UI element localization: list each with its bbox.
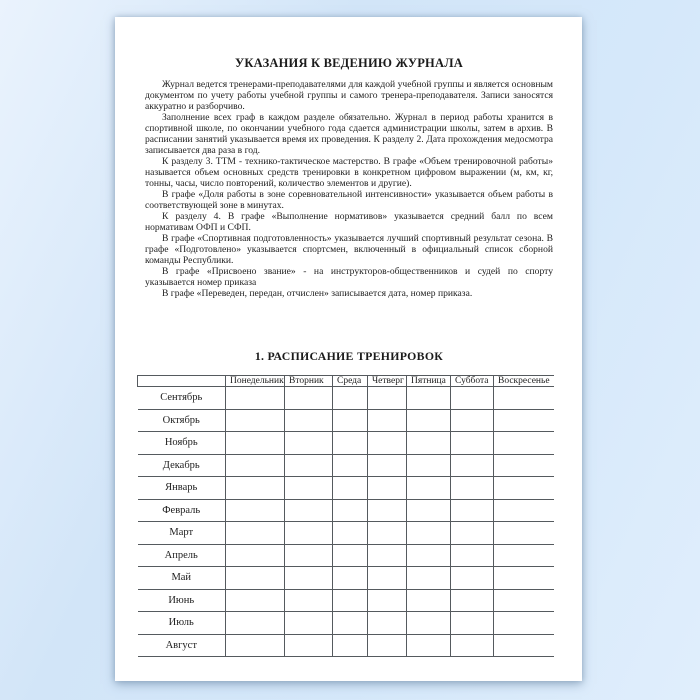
section-title: 1. РАСПИСАНИЕ ТРЕНИРОВОК: [254, 349, 444, 363]
schedule-cell: [285, 567, 333, 590]
table-row: [138, 522, 554, 545]
day-header: Пятница: [407, 376, 451, 387]
schedule-cell: [285, 612, 333, 635]
schedule-cell: [368, 522, 407, 545]
schedule-cell: [226, 567, 285, 590]
schedule-cell: [494, 589, 554, 612]
table-row: [138, 567, 554, 590]
schedule-cell: [368, 387, 407, 410]
month-label: Февраль: [138, 499, 226, 522]
schedule-cell: [407, 387, 451, 410]
paragraph-2: Заполнение всех граф в каждом разделе обязательно. Журнал в период работы хранится в спортивной школе, по окончании учебного года сдается администрации школы, затем в архив. В расписании занятий указывается время их проведения. К разделу 2. Дата прохождения медосмотра записывается два раза в год.: [145, 112, 553, 156]
schedule-cell: [407, 432, 451, 455]
schedule-cell: [368, 409, 407, 432]
table-row: [138, 634, 554, 657]
paragraph-4: В графе «Доля работы в зоне соревновательной интенсивности» указывается объем работы в соответствующей зоне в минутах.: [145, 189, 553, 211]
schedule-body: [138, 387, 554, 657]
schedule-cell: [226, 612, 285, 635]
table-row: [138, 544, 554, 567]
schedule-cell: [285, 454, 333, 477]
paragraph-5: К разделу 4. В графе «Выполнение нормативов» указывается средний балл по всем нормативам ОФП и СФП.: [145, 211, 553, 233]
schedule-cell: [368, 477, 407, 500]
day-header: Среда: [333, 376, 368, 387]
schedule-cell: [407, 634, 451, 657]
schedule-cell: [494, 567, 554, 590]
day-header: Вторник: [285, 376, 333, 387]
schedule-table: [137, 375, 554, 657]
schedule-cell: [333, 634, 368, 657]
paragraph-8: В графе «Переведен, передан, отчислен» записывается дата, номер приказа.: [162, 288, 473, 299]
schedule-cell: [333, 409, 368, 432]
month-label: Январь: [138, 477, 226, 500]
schedule-cell: [494, 477, 554, 500]
schedule-cell: [451, 634, 494, 657]
schedule-cell: [226, 499, 285, 522]
month-label: Октябрь: [138, 409, 226, 432]
schedule-cell: [407, 567, 451, 590]
schedule-cell: [333, 589, 368, 612]
schedule-cell: [226, 634, 285, 657]
day-header: Четверг: [368, 376, 407, 387]
schedule-cell: [333, 454, 368, 477]
schedule-cell: [226, 477, 285, 500]
page-content: [115, 17, 582, 657]
schedule-cell: [333, 387, 368, 410]
table-row: [138, 387, 554, 410]
table-row: [138, 409, 554, 432]
schedule-cell: [333, 477, 368, 500]
month-label: Март: [138, 522, 226, 545]
instructions-text: [145, 79, 553, 299]
schedule-cell: [407, 477, 451, 500]
schedule-corner-cell: [138, 376, 226, 387]
schedule-cell: [451, 567, 494, 590]
schedule-cell: [333, 499, 368, 522]
schedule-cell: [407, 612, 451, 635]
schedule-cell: [368, 634, 407, 657]
month-label: Сентябрь: [138, 387, 226, 410]
schedule-cell: [494, 612, 554, 635]
schedule-cell: [333, 522, 368, 545]
schedule-cell: [226, 522, 285, 545]
schedule-cell: [407, 499, 451, 522]
schedule-cell: [368, 432, 407, 455]
schedule-cell: [285, 589, 333, 612]
schedule-cell: [494, 432, 554, 455]
page-title: УКАЗАНИЯ К ВЕДЕНИЮ ЖУРНАЛА: [235, 56, 463, 70]
schedule-cell: [407, 544, 451, 567]
schedule-cell: [407, 454, 451, 477]
schedule-cell: [494, 522, 554, 545]
day-header: Воскресенье: [494, 376, 554, 387]
schedule-cell: [226, 544, 285, 567]
schedule-cell: [494, 409, 554, 432]
table-row: [138, 499, 554, 522]
schedule-cell: [407, 522, 451, 545]
schedule-cell: [451, 432, 494, 455]
schedule-cell: [451, 522, 494, 545]
schedule-cell: [451, 477, 494, 500]
schedule-cell: [451, 612, 494, 635]
month-label: Июль: [138, 612, 226, 635]
schedule-cell: [494, 634, 554, 657]
schedule-cell: [285, 387, 333, 410]
schedule-cell: [368, 499, 407, 522]
schedule-cell: [333, 567, 368, 590]
schedule-cell: [285, 477, 333, 500]
schedule-cell: [368, 544, 407, 567]
schedule-cell: [285, 499, 333, 522]
schedule-cell: [285, 544, 333, 567]
table-row: [138, 612, 554, 635]
schedule-cell: [226, 409, 285, 432]
schedule-cell: [451, 499, 494, 522]
month-label: Апрель: [138, 544, 226, 567]
table-row: [138, 477, 554, 500]
schedule-cell: [451, 387, 494, 410]
schedule-cell: [451, 544, 494, 567]
schedule-cell: [226, 432, 285, 455]
schedule-cell: [285, 432, 333, 455]
schedule-cell: [333, 432, 368, 455]
schedule-cell: [226, 589, 285, 612]
schedule-cell: [285, 409, 333, 432]
day-header: Понедельник: [226, 376, 285, 387]
schedule-cell: [226, 454, 285, 477]
schedule-cell: [451, 454, 494, 477]
schedule-cell: [333, 544, 368, 567]
month-label: Май: [138, 567, 226, 590]
month-label: Ноябрь: [138, 432, 226, 455]
table-row: [138, 432, 554, 455]
schedule-cell: [494, 454, 554, 477]
table-row: [138, 589, 554, 612]
schedule-cell: [368, 454, 407, 477]
schedule-cell: [407, 589, 451, 612]
schedule-cell: [451, 409, 494, 432]
paragraph-7: В графе «Присвоено звание» - на инструкторов-общественников и судей по спорту указывается номер приказа: [145, 266, 553, 288]
paragraph-3: К разделу 3. ТТМ - технико-тактическое мастерство. В графе «Объем тренировочной работы» называется объем основных средств тренировки в конкретном цифровом выражении (м, км, кг, тонны, часы, число повторений, количество элементов и другие).: [145, 156, 553, 189]
month-label: Июнь: [138, 589, 226, 612]
schedule-cell: [451, 589, 494, 612]
schedule-cell: [333, 612, 368, 635]
schedule-cell: [368, 612, 407, 635]
schedule-cell: [368, 589, 407, 612]
schedule-header-row: [138, 376, 554, 387]
table-row: [138, 454, 554, 477]
day-header: Суббота: [451, 376, 494, 387]
schedule-cell: [407, 409, 451, 432]
document-page: [115, 17, 582, 681]
schedule-cell: [494, 499, 554, 522]
schedule-cell: [368, 567, 407, 590]
paragraph-6: В графе «Спортивная подготовленность» указывается лучший спортивный результат сезона. В графе «Подготовлено» указывается спортсмен, включенный в официальный список сборной команды Республики.: [145, 233, 553, 266]
month-label: Декабрь: [138, 454, 226, 477]
schedule-cell: [285, 522, 333, 545]
schedule-cell: [494, 544, 554, 567]
month-label: Август: [138, 634, 226, 657]
schedule-cell: [226, 387, 285, 410]
schedule-cell: [494, 387, 554, 410]
schedule-cell: [285, 634, 333, 657]
paragraph-1: Журнал ведется тренерами-преподавателями для каждой учебной группы и является основным документом по учету работы учебной группы и самого тренера-преподавателя. Записи заносятся аккуратно и разборчиво.: [145, 79, 553, 112]
